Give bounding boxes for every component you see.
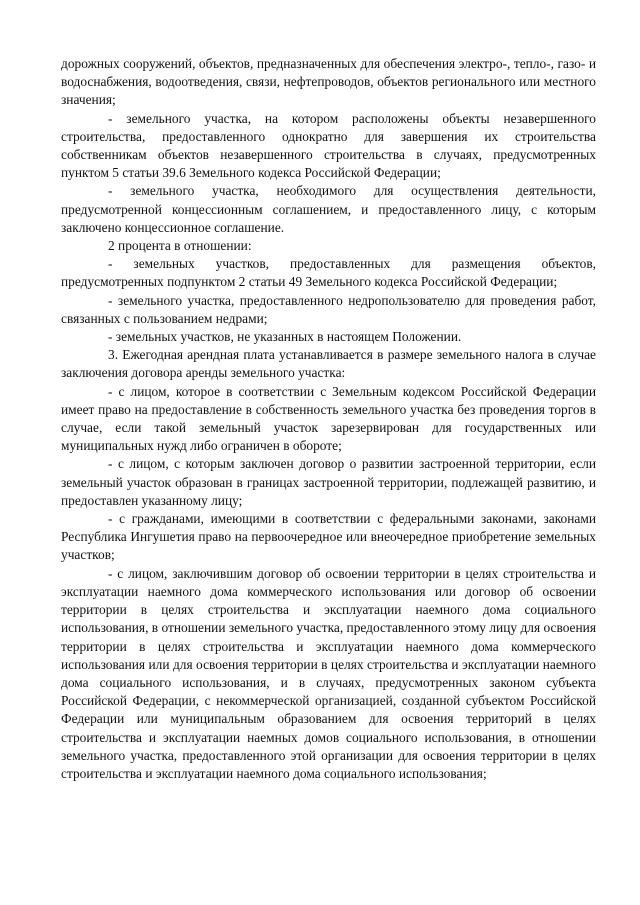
- document-page: [61, 55, 596, 783]
- paragraph-3: - земельного участка, необходимого для осуществления деятельности, предусмотренной концессионным соглашением, и предоставленного лицу, с которым заключено концессионное соглашение.: [61, 183, 596, 235]
- paragraph-6: - земельного участка, предоставленного недропользователю для проведения работ, связанных с пользованием недрами;: [61, 292, 596, 326]
- paragraph-8: 3. Ежегодная арендная плата устанавливается в размере земельного налога в случае заключения договора аренды земельного участка:: [61, 347, 596, 381]
- paragraph-11: - с гражданами, имеющими в соответствии с федеральными законами, законами Республика Ингушетия право на первоочередное или внеочередное приобретение земельных участков;: [61, 511, 596, 563]
- paragraph-7: - земельных участков, не указанных в настоящем Положении.: [108, 329, 462, 345]
- paragraph-10: - с лицом, с которым заключен договор о развитии застроенной территории, если земельный участок образован в границах застроенной территории, подлежащей развитию, и предоставлен указанному лицу;: [61, 456, 596, 508]
- paragraph-9: - с лицом, которое в соответствии с Земельным кодексом Российской Федерации имеет право на предоставление в собственность земельного участка без проведения торгов в случае, если такой земельный участок зарезервирован для государственных или муниципальных нужд либо ограничен в обороте;: [61, 383, 596, 454]
- paragraph-5: - земельных участков, предоставленных для размещения объектов, предусмотренных подпунктом 2 статьи 49 Земельного кодекса Российской Федерации;: [61, 256, 596, 290]
- paragraph-2: - земельного участка, на котором расположены объекты незавершенного строительства, предоставленного однократно для завершения их строительства собственникам объектов незавершенного строительства в случаях, предусмотренных пунктом 5 статьи 39.6 Земельного кодекса Российской Федерации;: [61, 110, 596, 181]
- paragraph-12: - с лицом, заключившим договор об освоении территории в целях строительства и эксплуатации наемного дома коммерческого использования или договор об освоении территории в целях строительства и эксплуатации наемного дома социального использования, в отношении земельного участка, предоставленного этому лицу для освоения территории в целях строительства и эксплуатации наемного дома коммерческого использования или для освоения территории в целях строительства и эксплуатации наемного дома социального использования, и в случаях, предусмотренных законом субъекта Российской Федерации, с некоммерческой организацией, созданной субъектом Российской Федерации или муниципальным образованием для освоения территорий в целях строительства и эксплуатации наемных домов социального использования, в отношении земельного участка, предоставленного этой организации для освоения территории в целях строительства и эксплуатации наемного дома социального использования;: [61, 565, 596, 781]
- paragraph-4: 2 процента в отношении:: [108, 238, 252, 254]
- paragraph-1: дорожных сооружений, объектов, предназначенных для обеспечения электро-, тепло-, газо- и водоснабжения, водоотведения, связи, нефтепроводов, объектов регионального или местного значения;: [61, 56, 596, 108]
